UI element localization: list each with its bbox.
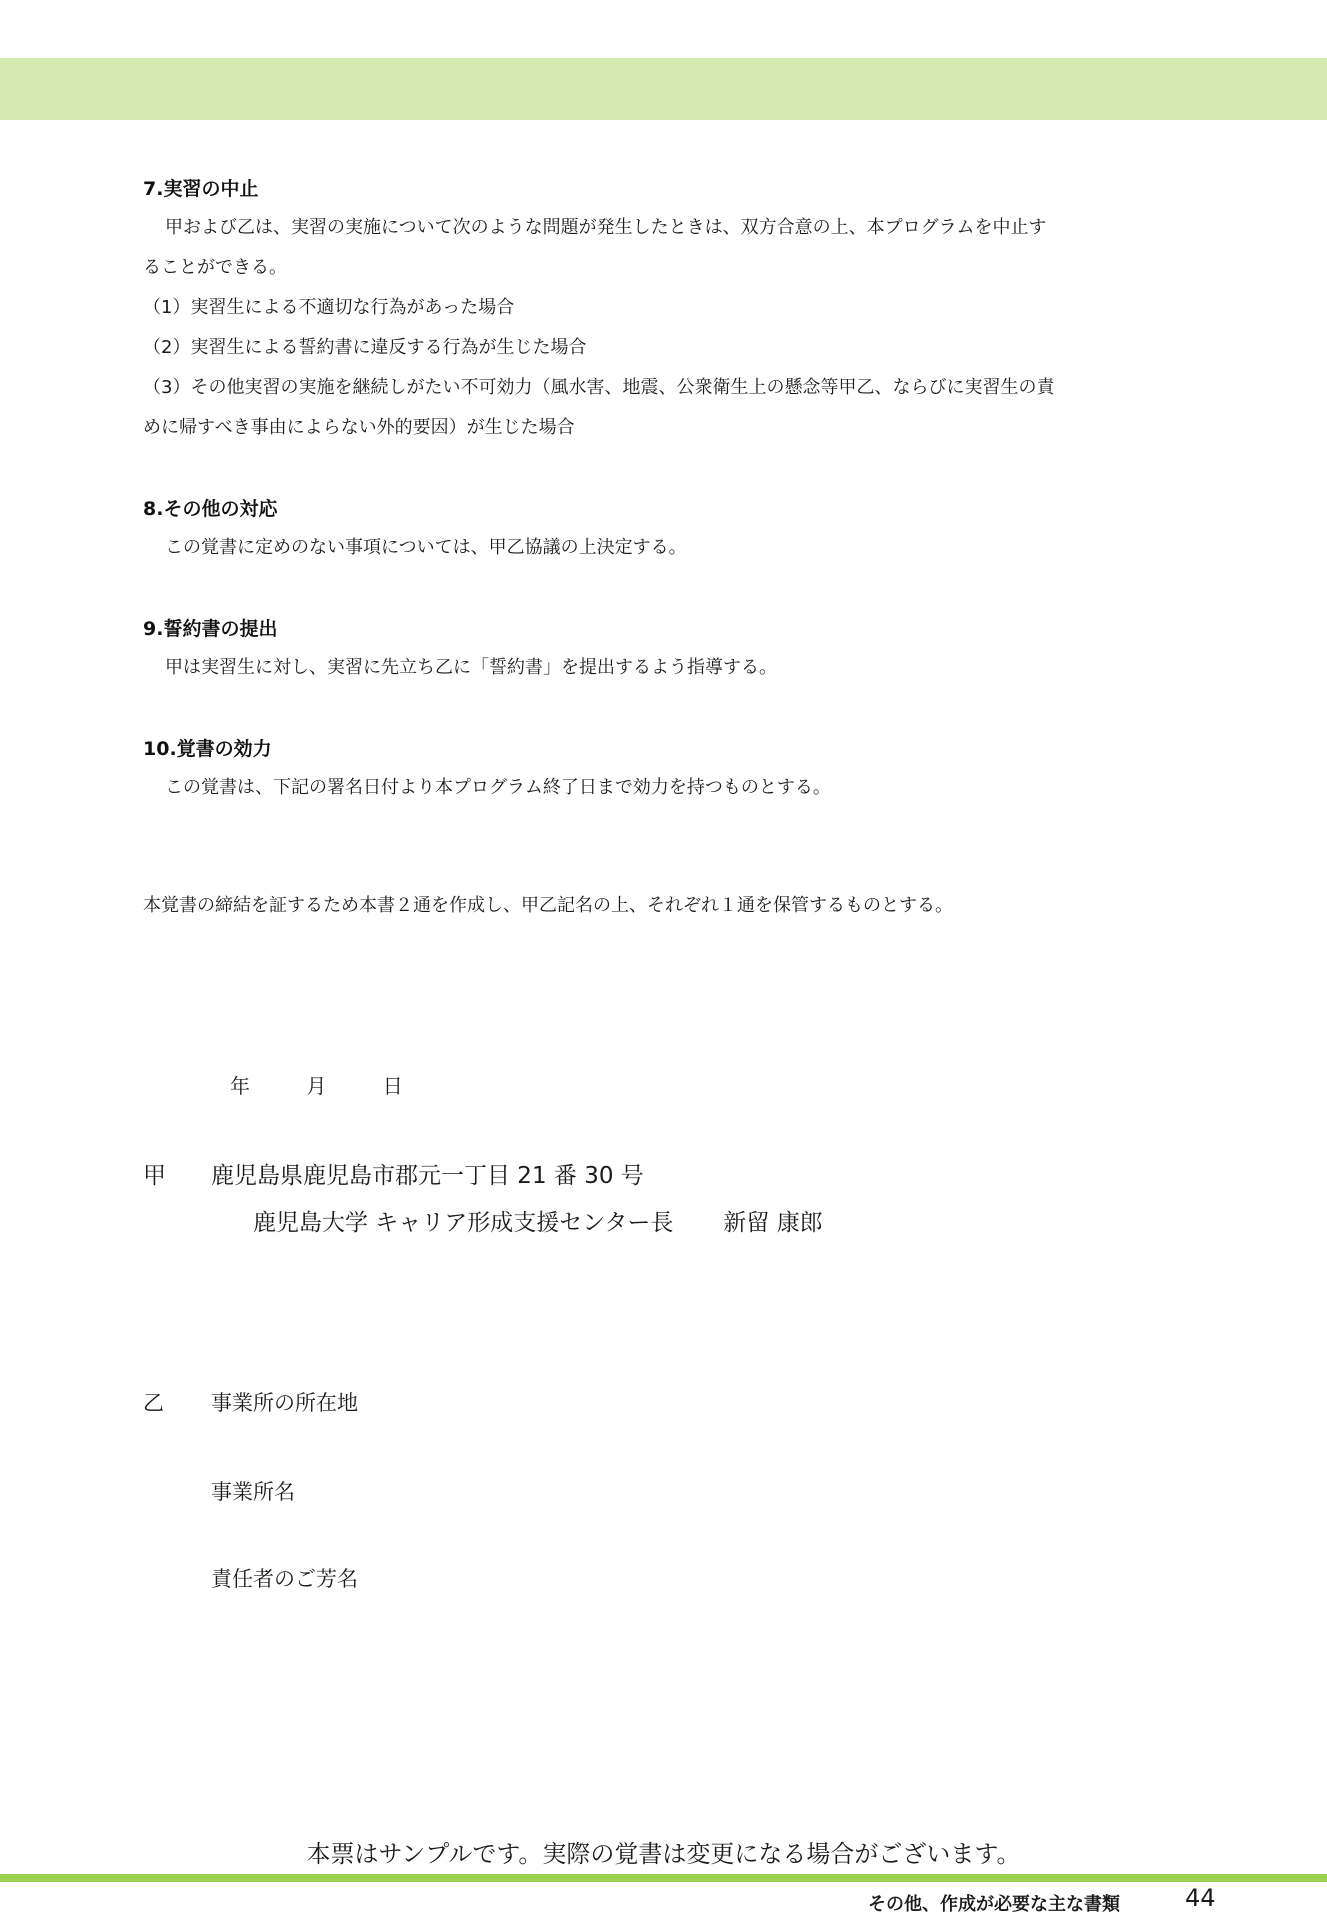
footer-rule bbox=[0, 1874, 1327, 1882]
date-month: 月 bbox=[306, 1074, 327, 1098]
paragraph: ることができる。 bbox=[143, 257, 287, 278]
party-b-location-label: 事業所の所在地 bbox=[211, 1391, 358, 1415]
date-day: 日 bbox=[382, 1074, 403, 1098]
section-title: 8.その他の対応 bbox=[143, 498, 278, 520]
paragraph: 甲は実習生に対し、実習に先立ち乙に「誓約書」を提出するよう指導する。 bbox=[165, 657, 777, 678]
closing-statement: 本覚書の締結を証するため本書２通を作成し、甲乙記名の上、それぞれ１通を保管するものとする。 bbox=[143, 895, 953, 916]
list-item: （3）その他実習の実施を継続しがたい不可効力（風水害、地震、公衆衛生上の懸念等甲乙、ならびに実習生の責 bbox=[143, 377, 1055, 398]
paragraph: この覚書に定めのない事項については、甲乙協議の上決定する。 bbox=[165, 537, 687, 558]
signature-date bbox=[230, 1070, 453, 1099]
paragraph: この覚書は、下記の署名日付より本プログラム終了日まで効力を持つものとする。 bbox=[165, 777, 831, 798]
section-8 bbox=[143, 490, 1203, 568]
party-b-name-label: 事業所名 bbox=[211, 1480, 295, 1504]
party-b-person-label: 責任者のご芳名 bbox=[211, 1567, 358, 1591]
section-title: 9.誓約書の提出 bbox=[143, 618, 278, 640]
party-b-person-row bbox=[211, 1563, 358, 1595]
sample-note: 本票はサンプルです。実際の覚書は変更になる場合がございます。 bbox=[306, 1840, 1021, 1868]
page-number: 44 bbox=[1185, 1884, 1216, 1912]
list-item: （1）実習生による不適切な行為があった場合 bbox=[143, 297, 515, 318]
section-title: 10.覚書の効力 bbox=[143, 738, 272, 760]
party-a-mark: 甲 bbox=[143, 1163, 166, 1189]
section-7 bbox=[143, 170, 1203, 448]
header-band bbox=[0, 58, 1327, 120]
party-a-address: 鹿児島県鹿児島市郡元一丁目 21 番 30 号 bbox=[211, 1163, 644, 1189]
list-item: （2）実習生による誓約書に違反する行為が生じた場合 bbox=[143, 337, 587, 358]
footer-category: その他、作成が必要な主な書類 bbox=[868, 1894, 1120, 1915]
party-b-location-row bbox=[143, 1387, 358, 1419]
party-a-org: 鹿児島大学 キャリア形成支援センター長 bbox=[253, 1210, 674, 1236]
party-a-signatory-row bbox=[253, 1207, 823, 1239]
party-b-name-row bbox=[211, 1476, 295, 1508]
section-9 bbox=[143, 610, 1203, 688]
paragraph: めに帰すべき事由によらない外的要因）が生じた場合 bbox=[143, 417, 575, 438]
document-body bbox=[143, 170, 1203, 926]
paragraph: 甲および乙は、実習の実施について次のような問題が発生したときは、双方合意の上、本プログラムを中止す bbox=[165, 217, 1047, 238]
date-year: 年 bbox=[230, 1074, 250, 1098]
party-a-address-row bbox=[143, 1160, 644, 1192]
section-title: 7.実習の中止 bbox=[143, 178, 259, 200]
party-b-mark: 乙 bbox=[143, 1391, 164, 1415]
party-a-name: 新留 康郎 bbox=[723, 1210, 823, 1236]
section-10 bbox=[143, 730, 1203, 808]
